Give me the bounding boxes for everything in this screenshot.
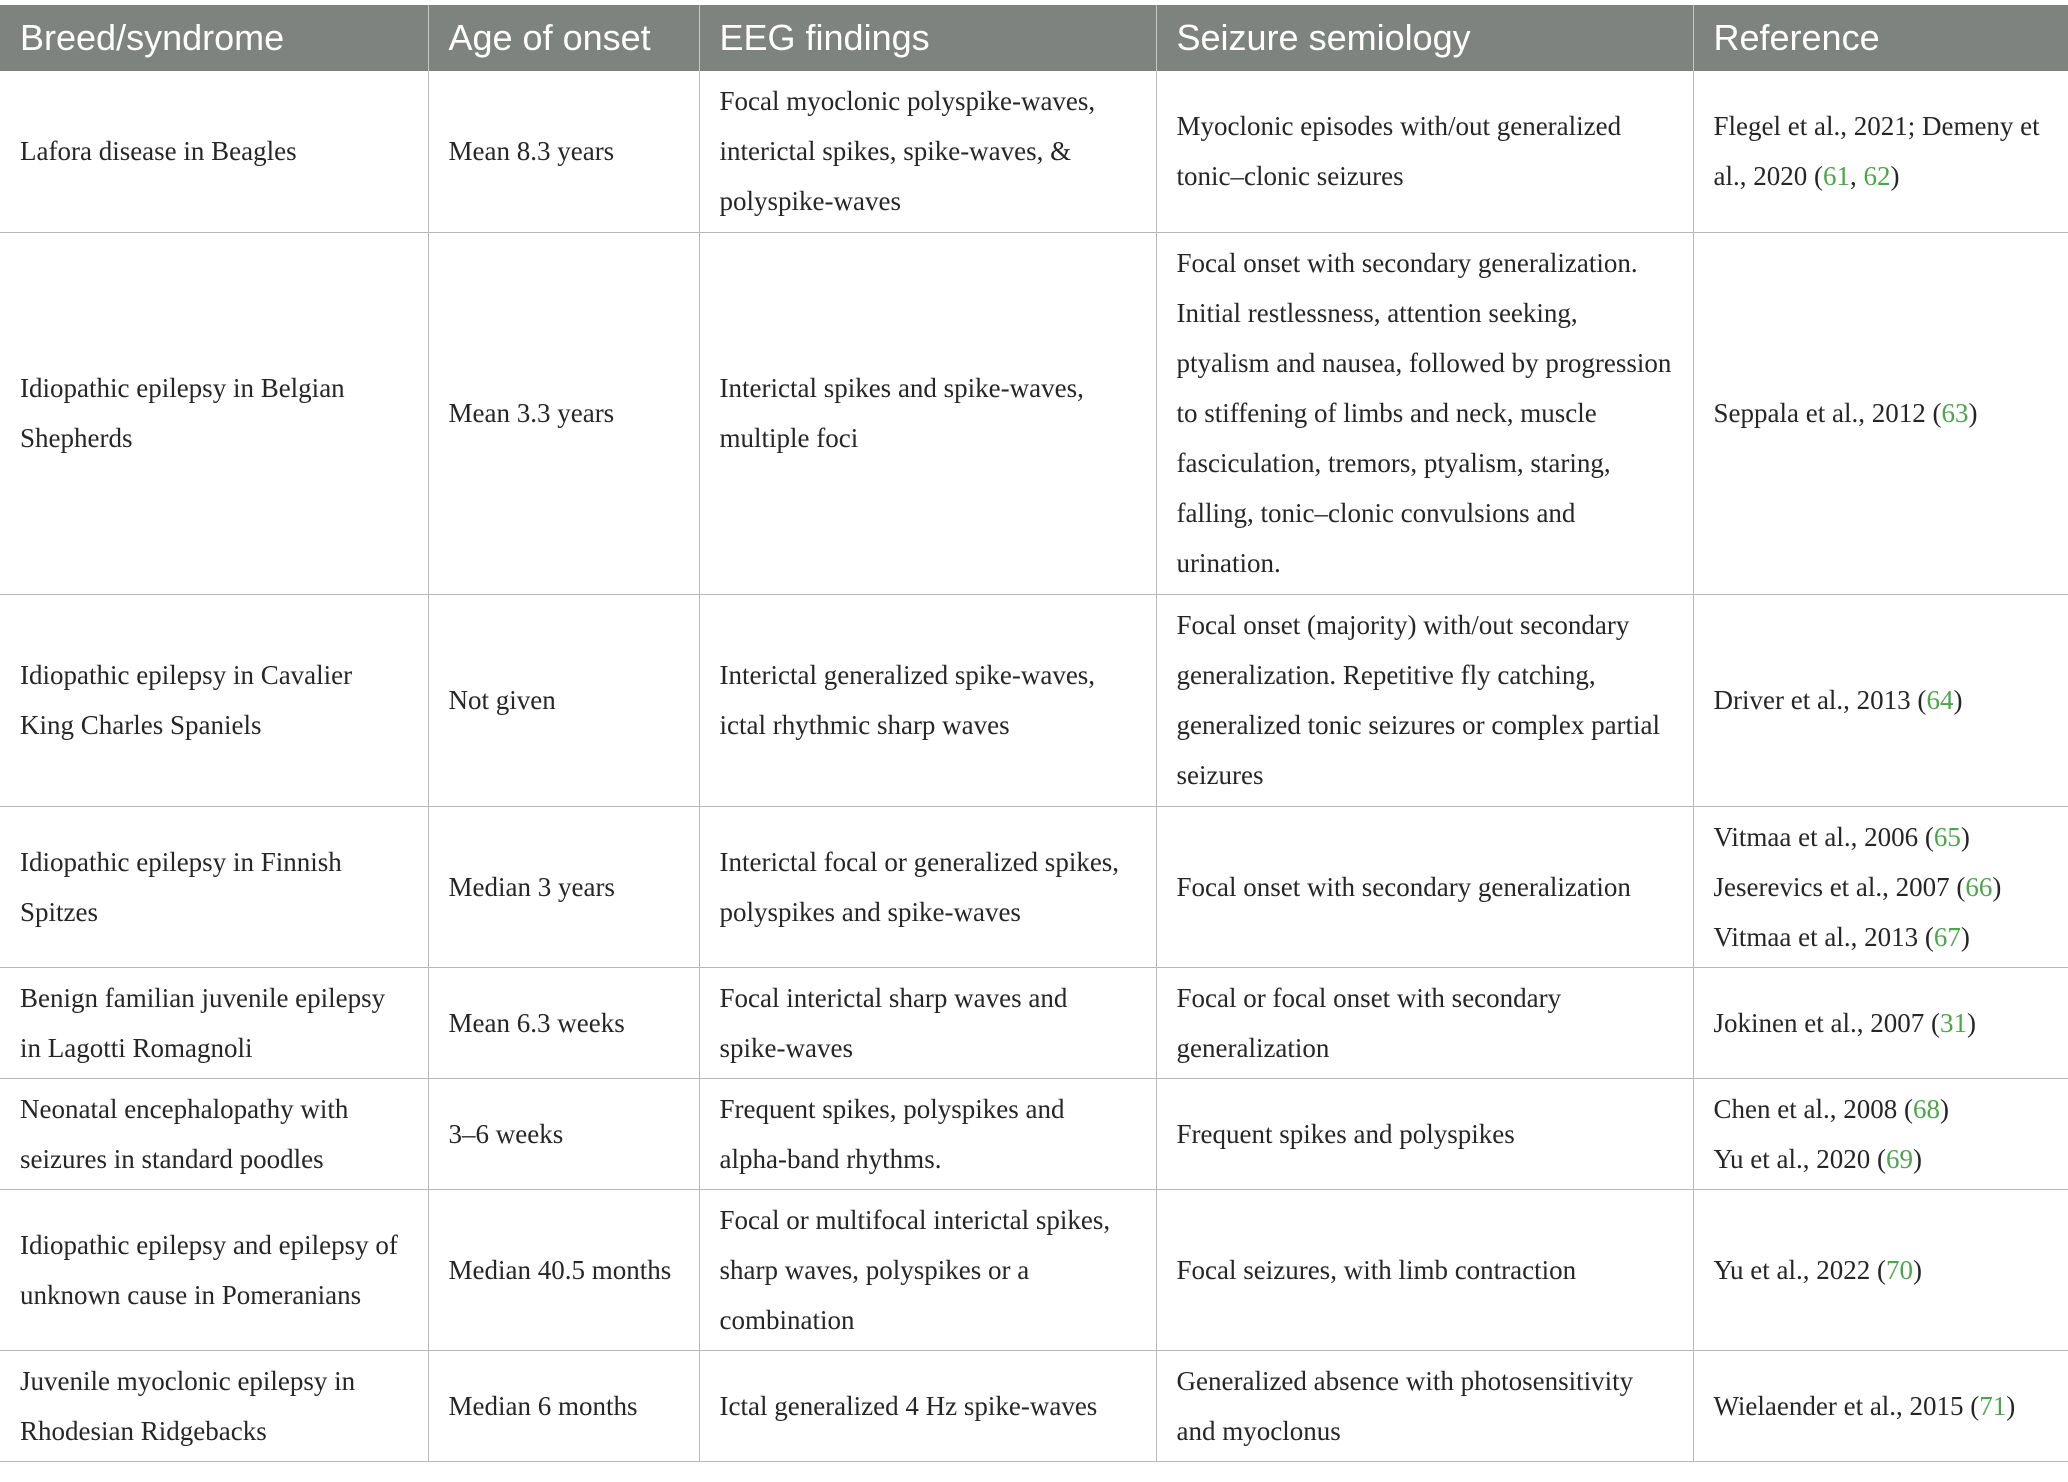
reference-line — [1714, 1084, 2049, 1134]
reference-line — [1714, 812, 2049, 862]
reference-cell — [1693, 1350, 2068, 1461]
table-row — [0, 1350, 2068, 1461]
age-cell: 3–6 weeks — [428, 1078, 699, 1189]
eeg-cell: Frequent spikes, polyspikes and alpha-band rhythms. — [699, 1078, 1156, 1189]
reference-cell — [1693, 232, 2068, 594]
column-header-breed: Breed/syndrome — [0, 5, 428, 71]
citation-link[interactable]: 66 — [1965, 871, 1993, 902]
reference-cell — [1693, 1189, 2068, 1350]
reference-text: Jokinen et al., 2007 ( — [1713, 1007, 1940, 1038]
citation-link[interactable]: 62 — [1863, 161, 1891, 192]
table-row — [0, 806, 2068, 967]
citation-link[interactable]: 70 — [1885, 1254, 1913, 1285]
column-header-semiology: Seizure semiology — [1156, 5, 1693, 71]
breed-cell: Idiopathic epilepsy in Cavalier King Charles Spaniels — [0, 594, 428, 806]
reference-cell — [1693, 71, 2068, 232]
reference-text: Vitmaa et al., 2006 ( — [1713, 821, 1934, 852]
reference-cell — [1693, 1078, 2068, 1189]
semiology-cell: Frequent spikes and polyspikes — [1156, 1078, 1693, 1189]
breed-cell: Juvenile myoclonic epilepsy in Rhodesian Ridgebacks — [0, 1350, 428, 1461]
reference-text-close: ) — [1960, 921, 1970, 952]
reference-text: Yu et al., 2022 ( — [1713, 1254, 1886, 1285]
reference-line: Flegel et al., 2021; Demeny et al., 2020 (61, 62) — [1713, 111, 2040, 192]
eeg-cell: Interictal focal or generalized spikes, polyspikes and spike-waves — [699, 806, 1156, 967]
breed-cell: Idiopathic epilepsy and epilepsy of unknown cause in Pomeranians — [0, 1189, 428, 1350]
reference-text: Flegel et al., 2021; Demeny et al., 2020 ( — [1713, 111, 2040, 192]
eeg-cell: Interictal spikes and spike-waves, multiple foci — [699, 232, 1156, 594]
reference-line — [1714, 1008, 1976, 1038]
table-row — [0, 594, 2068, 806]
reference-text: Chen et al., 2008 ( — [1713, 1093, 1913, 1124]
citation-link[interactable]: 69 — [1885, 1143, 1913, 1174]
eeg-cell: Focal myoclonic polyspike-waves, interictal spikes, spike-waves, & polyspike-waves — [699, 71, 1156, 232]
reference-line — [1714, 912, 2049, 962]
reference-text: Vitmaa et al., 2013 ( — [1713, 921, 1934, 952]
age-cell: Not given — [428, 594, 699, 806]
age-cell: Median 40.5 months — [428, 1189, 699, 1350]
reference-text: Jeserevics et al., 2007 ( — [1713, 871, 1966, 902]
reference-text-close: ) — [1953, 685, 1963, 715]
semiology-cell: Focal seizures, with limb contraction — [1156, 1189, 1693, 1350]
table-row — [0, 967, 2068, 1078]
reference-line — [1714, 398, 1978, 428]
semiology-cell: Myoclonic episodes with/out generalized tonic–clonic seizures — [1156, 71, 1693, 232]
citation-link[interactable]: 71 — [1979, 1390, 2007, 1421]
eeg-cell: Focal interictal sharp waves and spike-waves — [699, 967, 1156, 1078]
table-body — [0, 71, 2068, 1461]
reference-line — [1714, 862, 2049, 912]
reference-text: Yu et al., 2020 ( — [1713, 1143, 1886, 1174]
epilepsy-table — [0, 5, 2068, 1462]
citation-link[interactable]: 68 — [1912, 1093, 1940, 1124]
citation-link[interactable]: 67 — [1933, 921, 1961, 952]
eeg-cell: Focal or multifocal interictal spikes, sharp waves, polyspikes or a combination — [699, 1189, 1156, 1350]
reference-text-close: ) — [1992, 871, 2002, 902]
reference-text: Seppala et al., 2012 ( — [1713, 398, 1942, 428]
breed-cell: Idiopathic epilepsy in Finnish Spitzes — [0, 806, 428, 967]
reference-cell — [1693, 967, 2068, 1078]
reference-text: Driver et al., 2013 ( — [1713, 685, 1927, 715]
reference-text-close: ) — [1939, 1093, 1949, 1124]
breed-cell: Neonatal encephalopathy with seizures in standard poodles — [0, 1078, 428, 1189]
reference-text-close: ) — [1960, 821, 1970, 852]
column-header-reference: Reference — [1693, 5, 2068, 71]
citation-link[interactable]: 63 — [1941, 398, 1969, 428]
semiology-cell: Focal onset with secondary generalization. Initial restlessness, attention seeking, ptyalism and nausea, followed by progression to stiffening of limbs and neck, muscle fasciculation, tremors, ptyalism, staring, falling, tonic–clonic convulsions and urination. — [1156, 232, 1693, 594]
age-cell: Mean 6.3 weeks — [428, 967, 699, 1078]
citation-link[interactable]: 65 — [1933, 821, 1961, 852]
table-row — [0, 71, 2068, 232]
citation-link[interactable]: 64 — [1926, 685, 1954, 715]
table-header — [0, 5, 2068, 71]
age-cell: Median 3 years — [428, 806, 699, 967]
table-row — [0, 1189, 2068, 1350]
semiology-cell: Focal onset with secondary generalization — [1156, 806, 1693, 967]
reference-line — [1714, 685, 1963, 715]
breed-cell: Idiopathic epilepsy in Belgian Shepherds — [0, 232, 428, 594]
reference-text: Wielaender et al., 2015 ( — [1713, 1390, 1980, 1421]
eeg-cell: Ictal generalized 4 Hz spike-waves — [699, 1350, 1156, 1461]
reference-text-close: ) — [1890, 161, 1900, 192]
reference-cell — [1693, 806, 2068, 967]
semiology-cell: Focal onset (majority) with/out secondary generalization. Repetitive fly catching, generalized tonic seizures or complex partial seizures — [1156, 594, 1693, 806]
reference-line — [1714, 1255, 1922, 1285]
reference-text-close: ) — [2006, 1390, 2016, 1421]
column-header-eeg: EEG findings — [699, 5, 1156, 71]
reference-text-close: ) — [1966, 1007, 1976, 1038]
reference-text-close: ) — [1912, 1143, 1922, 1174]
table-row — [0, 232, 2068, 594]
breed-cell: Benign familian juvenile epilepsy in Lagotti Romagnoli — [0, 967, 428, 1078]
age-cell: Mean 8.3 years — [428, 71, 699, 232]
age-cell: Mean 3.3 years — [428, 232, 699, 594]
reference-cell — [1693, 594, 2068, 806]
citation-link[interactable]: 31 — [1939, 1007, 1967, 1038]
column-header-age: Age of onset — [428, 5, 699, 71]
semiology-cell: Generalized absence with photosensitivity and myoclonus — [1156, 1350, 1693, 1461]
table-row — [0, 1078, 2068, 1189]
reference-text-close: ) — [1968, 398, 1978, 428]
citation-link[interactable]: 61 — [1822, 161, 1850, 192]
eeg-cell: Interictal generalized spike-waves, ictal rhythmic sharp waves — [699, 594, 1156, 806]
breed-cell: Lafora disease in Beagles — [0, 71, 428, 232]
semiology-cell: Focal or focal onset with secondary generalization — [1156, 967, 1693, 1078]
reference-text-close: ) — [1912, 1254, 1922, 1285]
reference-line — [1714, 1134, 2049, 1184]
reference-line — [1714, 1391, 2016, 1421]
age-cell: Median 6 months — [428, 1350, 699, 1461]
